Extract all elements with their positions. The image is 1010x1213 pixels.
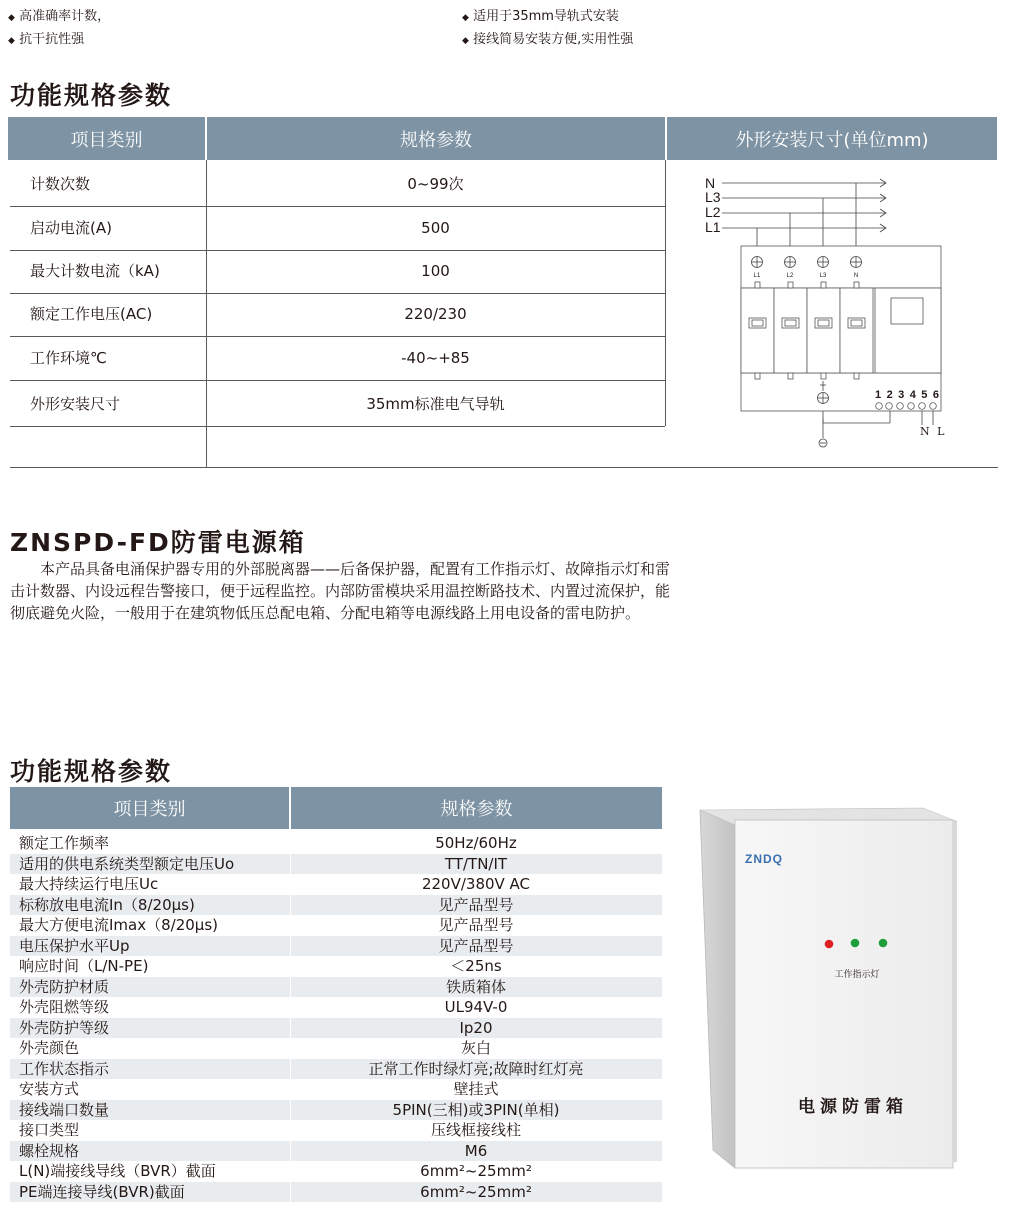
table-row: 最大计数电流（kA) 100 [10,249,665,294]
brand-logo: ZNDQ [745,852,783,866]
table-row: 响应时间（L/N-PE) ＜25ns [19,957,502,975]
table-row: 适用的供电系统类型额定电压Uo TT/TN/IT [10,854,662,875]
feature-item: ◆ 适用于35mm导轨式安装 [462,9,619,24]
line-label: N [705,175,716,191]
installation-diagram [670,168,990,453]
line-label: L2 [705,204,721,220]
table-row: 额定工作频率 50Hz/60Hz [19,834,517,852]
spd-module [741,246,941,411]
product-box-image [695,800,965,1180]
feature-item: ◆ 高准确率计数， [8,9,111,24]
table2-header-spec: 规格参数 [291,787,662,829]
module-label: N [853,273,859,279]
indicator-light-green [879,939,888,948]
table-row: 接线端口数量 5PIN(三相)或3PIN(单相) [10,1100,662,1121]
table-row: 最大持续运行电压Uc 220V/380V AC [19,875,531,893]
product-title: ZNSPD-FD防雷电源箱 [10,528,306,557]
section1-title: 功能规格参数 [10,81,173,110]
table-row: 启动电流(A) 500 [10,206,665,251]
table-row [10,426,665,470]
supply-lines [722,179,886,246]
line-label: L1 [705,219,721,235]
column-divider [290,829,291,1202]
column-divider [206,160,207,468]
line-labels [705,175,721,235]
terminal-bottom-labels: N L [920,425,947,438]
table-row: 电压保护水平Up 见产品型号 [10,936,662,957]
indicator-light-green [851,939,860,948]
table1-header-category: 项目类别 [8,117,205,160]
module-label: L1 [753,273,761,279]
indicator-light-red [825,940,834,949]
table-row: 工作状态指示 正常工作时绿灯亮;故障时红灯亮 [10,1059,662,1080]
module-label: L3 [819,273,827,279]
table-row: PE端连接导线(BVR)截面 6mm²~25mm² [10,1182,662,1203]
table-row: 额定工作电压(AC) 220/230 [10,292,665,337]
column-divider [665,160,666,426]
table-row: 安装方式 壁挂式 [19,1080,499,1098]
table2-header-category: 项目类别 [10,787,289,829]
table1-header-spec: 规格参数 [207,117,665,160]
table-bottom-rule [10,467,998,468]
table-row: 外壳阻燃等级 UL94V-0 [19,998,508,1016]
table-row: 最大方便电流Imax（8/20μs) 见产品型号 [19,916,514,934]
feature-item: ◆ 接线简易安装方便,实用性强 [462,32,634,47]
terminal-block [875,389,946,438]
table-row: 外壳颜色 灰白 [19,1039,491,1057]
feature-list-right [462,6,633,52]
line-label: L3 [705,189,721,205]
table-row: 外壳防护等级 Ip20 [10,1018,662,1039]
feature-item: ◆ 抗干抗性强 [8,32,85,47]
module-label: L2 [786,273,794,279]
table-row: L(N)端接线导线（BVR）截面 6mm²~25mm² [19,1162,532,1180]
table-row: 工作环境℃ -40~+85 [10,336,665,381]
table-row: 接口类型 压线框接线柱 [19,1121,521,1139]
terminal-numbers: 1 2 3 4 5 6 [875,389,941,401]
table1-header-dimensions: 外形安装尺寸(单位mm) [667,117,997,160]
table-row: 螺栓规格 M6 [10,1141,662,1162]
indicator-label: 工作指示灯 [834,970,880,980]
table-row: 计数次数 0~99次 [10,162,665,207]
section2-title: 功能规格参数 [10,757,173,786]
table-row: 外壳防护材质 铁质箱体 [10,977,662,998]
product-description: 本产品具备电涌保护器专用的外部脱离器——后备保护器，配置有工作指示灯、故障指示灯和雷击计数器、内设远程告警接口，便于远程监控。内部防雷模块采用温控断路技术、内置过流保护，能彻底避免火险，一般用于在建筑物低压总配电箱、分配电箱等电源线路上用电设备的雷电防护。 [10,560,671,622]
box-name-label: 电源防雷箱 [798,1097,908,1117]
feature-list-left [8,6,110,52]
table-row: 外形安装尺寸 35mm标准电气导轨 [10,382,665,427]
table-row: 标称放电电流In（8/20μs) 见产品型号 [10,895,662,916]
